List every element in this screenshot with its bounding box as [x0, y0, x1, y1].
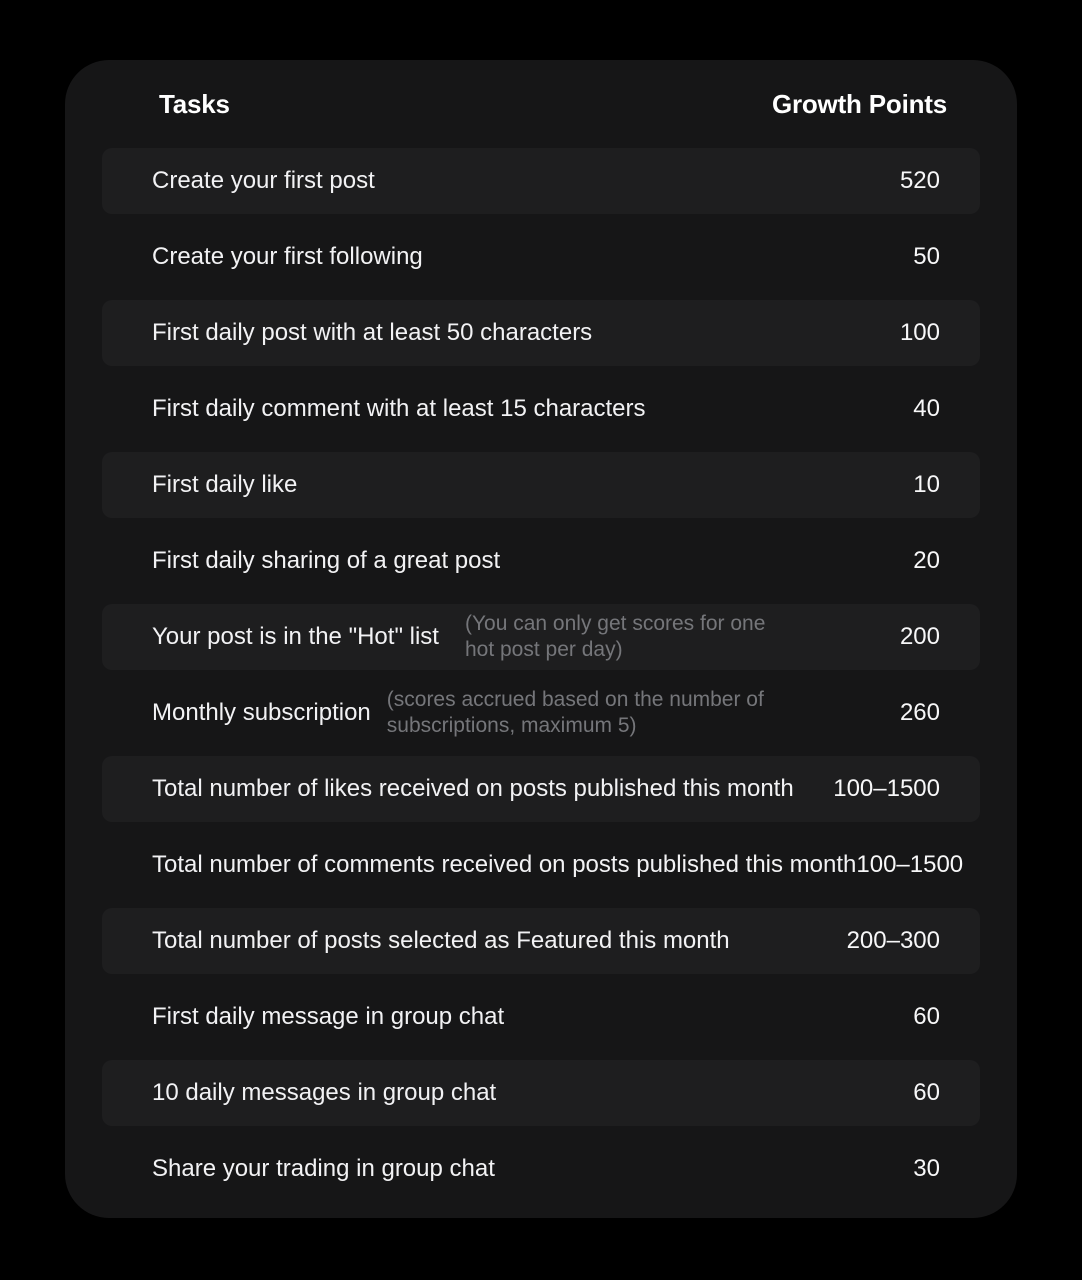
- table-row: [102, 984, 980, 1050]
- task-label: First daily like: [152, 471, 298, 498]
- points-value: 10: [913, 471, 940, 498]
- table-row: [102, 756, 980, 822]
- table-row: [102, 1060, 980, 1126]
- points-value: 40: [913, 395, 940, 422]
- points-value: 60: [913, 1079, 940, 1106]
- column-header-tasks: Tasks: [159, 88, 230, 119]
- table-row: [102, 1136, 980, 1202]
- task-label: Monthly subscription: [152, 699, 371, 726]
- table-header: [65, 60, 1017, 148]
- table-row: [102, 148, 980, 214]
- points-value: 50: [913, 243, 940, 270]
- task-label: First daily post with at least 50 characters: [152, 319, 593, 346]
- table-row: [102, 452, 980, 518]
- column-header-growth-points: Growth Points: [771, 88, 947, 119]
- points-value: 20: [913, 547, 940, 574]
- table-row: [102, 528, 980, 594]
- task-label: Share your trading in group chat: [152, 1155, 495, 1182]
- points-value: 260: [899, 699, 940, 726]
- table-row: [102, 604, 980, 670]
- task-label: Total number of posts selected as Featured this month: [152, 927, 730, 954]
- points-value: 200–300: [846, 927, 940, 954]
- task-label: Total number of likes received on posts published this month: [152, 775, 794, 802]
- table-row: [102, 680, 980, 746]
- table-row: [102, 224, 980, 290]
- points-value: 30: [913, 1155, 940, 1182]
- points-value: 520: [899, 167, 940, 194]
- task-label: Create your first post: [152, 167, 375, 194]
- growth-points-card: [65, 60, 1017, 1218]
- task-note: (You can only get scores for one hot post per day): [464, 612, 766, 661]
- points-value: 60: [913, 1003, 940, 1030]
- task-label: Your post is in the "Hot" list: [152, 623, 439, 650]
- table-row: [102, 300, 980, 366]
- table-row: [102, 376, 980, 442]
- task-label: Total number of comments received on posts published this month: [152, 851, 857, 878]
- task-label: First daily sharing of a great post: [152, 547, 501, 574]
- table-row: [102, 908, 980, 974]
- table-row: [102, 832, 980, 898]
- task-label: 10 daily messages in group chat: [152, 1079, 497, 1106]
- points-value: 100: [899, 319, 940, 346]
- points-value: 100–1500: [833, 775, 940, 802]
- points-value: 200: [899, 623, 940, 650]
- task-note: (scores accrued based on the number of subscriptions, maximum 5): [386, 688, 764, 737]
- points-value: 100–1500: [856, 851, 964, 878]
- task-label: First daily comment with at least 15 characters: [152, 395, 646, 422]
- task-label: Create your first following: [152, 243, 423, 270]
- task-label: First daily message in group chat: [152, 1003, 505, 1030]
- task-list: [65, 148, 1017, 1202]
